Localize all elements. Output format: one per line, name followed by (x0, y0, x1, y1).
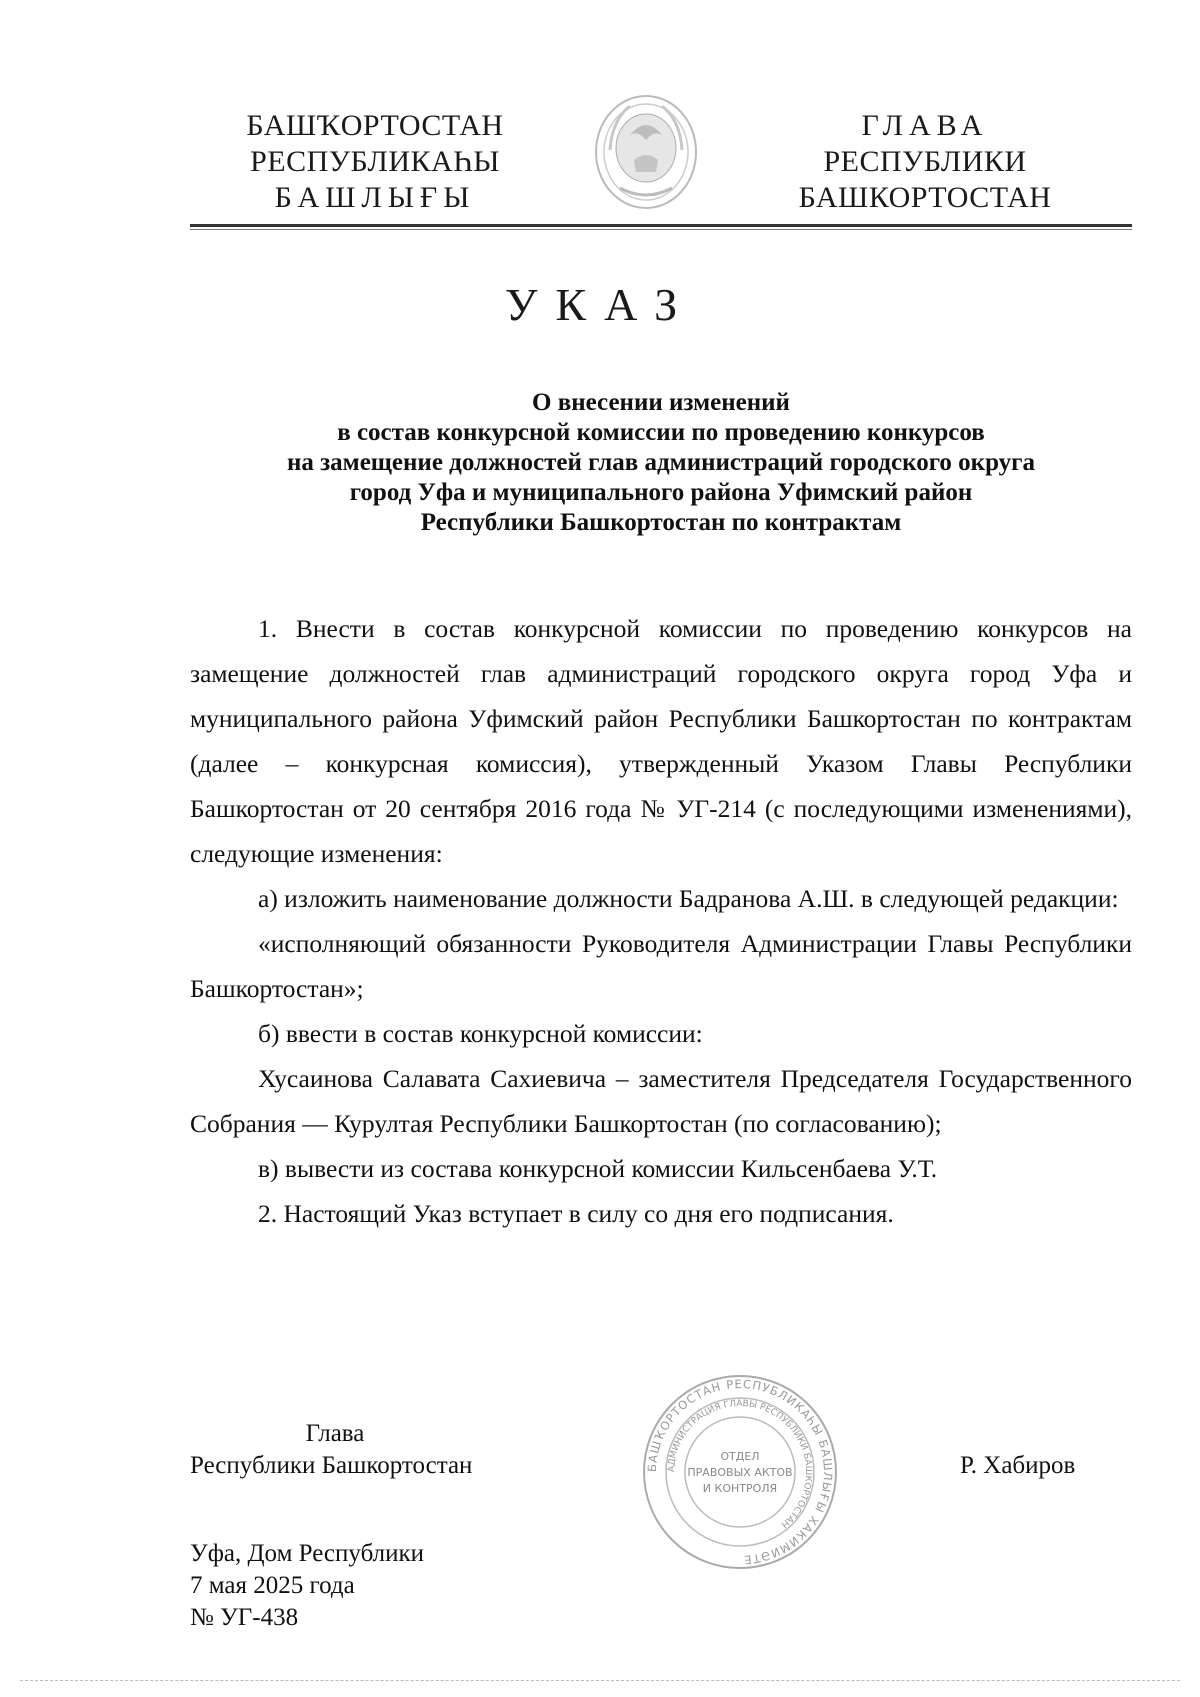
header-right-line-3: БАШКОРТОСТАН (798, 181, 1052, 214)
header-left-line-1: БАШҠОРТОСТАН (246, 109, 504, 142)
stamp-center-line-2: ПРАВОВЫХ АКТОВ (687, 1466, 793, 1479)
paragraph-a: а) изложить наименование должности Бадранова А.Ш. в следующей редакции: (258, 884, 1119, 913)
document-body (190, 606, 1132, 1236)
signatory-position (190, 1418, 480, 1482)
title-line-3: на замещение должностей глав администраций городского округа (286, 449, 1036, 476)
header-left-line-2: РЕСПУБЛИКАҺЫ (250, 145, 500, 178)
signatory-name: Р. Хабиров (960, 1452, 1076, 1479)
paragraph-v: в) вывести из состава конкурсной комиссии Кильсенбаева У.Т. (258, 1154, 938, 1183)
title-line-1: О внесении изменений (532, 389, 790, 416)
official-stamp (640, 1372, 840, 1572)
date-text: 7 мая 2025 года (190, 1572, 355, 1599)
document-type: УКАЗ (504, 279, 696, 330)
header-right-russian (775, 108, 1075, 216)
paragraph-a-quote: «исполняющий обязанности Руководителя Администрации Главы Республики Башкортостан»; (190, 929, 1132, 1003)
title-line-4: город Уфа и муниципального района Уфимский район (349, 479, 973, 506)
header-left-bashkir (230, 108, 520, 216)
document-title (190, 388, 1132, 538)
stamp-inner-ring-text: АДМИНИСТРАЦИЯ ГЛАВЫ РЕСПУБЛИКИ БАШКОРТОСТАН (666, 1398, 814, 1530)
signatory-position-line-2: Республики Башкортостан (190, 1452, 473, 1479)
bottom-divider (20, 1680, 1180, 1681)
header-left-line-3: БАШЛЫҒЫ (274, 181, 476, 214)
place-date-number (190, 1538, 424, 1634)
paragraph-b-person: Хусаинова Салавата Сахиевича – заместителя Председателя Государственного Собрания — Курултая Республики Башкортостан (по согласованию); (190, 1064, 1132, 1138)
document-number: № УГ-438 (190, 1604, 299, 1631)
paragraph-2: 2. Настоящий Указ вступает в силу со дня его подписания. (258, 1199, 894, 1228)
place-text: Уфа, Дом Республики (190, 1540, 425, 1567)
stamp-center-line-1: ОТДЕЛ (720, 1450, 760, 1463)
header-divider (190, 224, 1132, 227)
bashkortostan-emblem-icon (590, 90, 702, 214)
paragraph-1: 1. Внести в состав конкурсной комиссии по проведению конкурсов на замещение должностей глав администраций городского округа город Уфа и муниципального района Уфимский район Республики Башкортостан по контрактам (далее – конкурсная комиссия), утвержденный Указом Главы Республики Башкортостан от 20 сентября 2016 года № УГ-214 (с последующими изменениями), следующие изменения: (190, 614, 1132, 868)
title-line-5: Республики Башкортостан по контрактам (420, 509, 902, 536)
paragraph-b: б) ввести в состав конкурсной комиссии: (258, 1019, 703, 1048)
stamp-outer-text: БАШҠОРТОСТАН РЕСПУБЛИКАҺЫ БАШЛЫҒЫ ХАКИМИӘТЕ (644, 1376, 836, 1568)
signatory-position-line-1: Глава (305, 1420, 365, 1447)
header-right-line-2: РЕСПУБЛИКИ (823, 145, 1027, 178)
title-line-2: в состав конкурсной комиссии по проведению конкурсов (337, 419, 985, 446)
stamp-center-line-3: И КОНТРОЛЯ (702, 1482, 778, 1495)
header-right-line-1: ГЛАВА (861, 109, 989, 142)
header-divider-thin (190, 229, 1132, 230)
